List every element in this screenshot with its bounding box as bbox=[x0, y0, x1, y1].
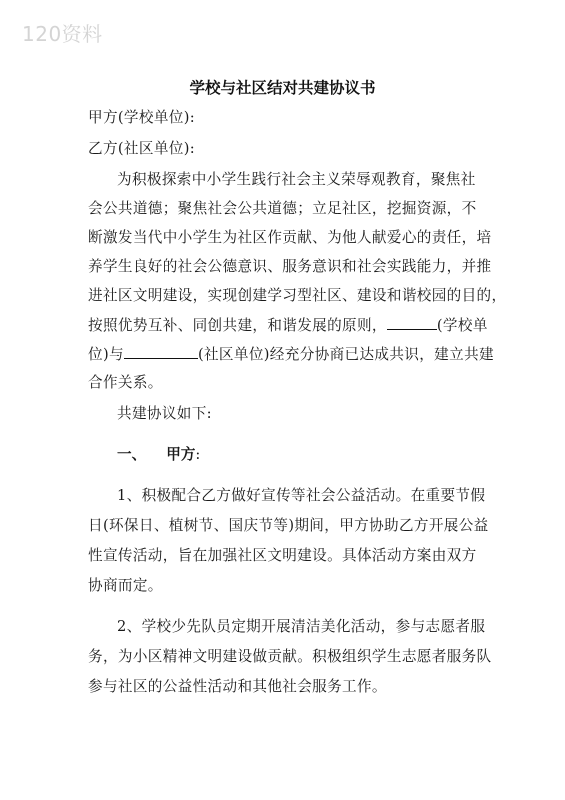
paragraph-line: 为积极探索中小学生践行社会主义荣辱观教育，聚焦社 bbox=[117, 171, 476, 188]
paragraph-line: 进社区文明建设，实现创建学习型社区、建设和谐校园的目的， bbox=[88, 287, 507, 304]
section-name: 甲方 bbox=[166, 446, 196, 463]
paragraph-line: 务，为小区精神文明建设做贡献。积极组织学生志愿者服务队 bbox=[88, 648, 492, 665]
party-b-label: 乙方(社区单位): bbox=[88, 140, 196, 157]
section-colon: : bbox=[195, 446, 201, 463]
paragraph-line: 合作关系。 bbox=[88, 374, 163, 391]
agreement-intro: 共建协议如下: bbox=[117, 405, 212, 422]
paragraph-line: 断激发当代中小学生为社区作贡献、为他人献爱心的责任，培 bbox=[88, 229, 492, 246]
school-name-blank bbox=[387, 315, 437, 330]
paragraph-line: 参与社区的公益性活动和其他社会服务工作。 bbox=[88, 678, 387, 695]
paragraph-line: 2、学校少先队员定期开展清洁美化活动，参与志愿者服 bbox=[117, 618, 486, 635]
paragraph-line: 1、积极配合乙方做好宣传等社会公益活动。在重要节假 bbox=[117, 487, 486, 504]
paragraph-text: (社区单位)经充分协商已达成共识，建立共建 bbox=[197, 346, 494, 363]
paragraph-text: 位)与 bbox=[88, 346, 124, 363]
paragraph-line: 会公共道德；聚焦社会公共道德；立足社区，挖掘资源，不 bbox=[88, 200, 477, 217]
paragraph-line: 养学生良好的社会公德意识、服务意识和社会实践能力，并推 bbox=[88, 258, 492, 275]
document-title: 学校与社区结对共建协议书 bbox=[189, 79, 376, 97]
paragraph-line bbox=[88, 315, 488, 336]
paragraph-line: 日(环保日、植树节、国庆节等)期间，甲方协助乙方开展公益 bbox=[88, 517, 489, 534]
community-name-blank bbox=[124, 344, 198, 359]
party-a-label: 甲方(学校单位): bbox=[88, 109, 196, 126]
paragraph-text: (学校单 bbox=[436, 317, 488, 334]
paragraph-line: 协商而定。 bbox=[88, 577, 163, 594]
paragraph-text: 按照优势互补、同创共建，和谐发展的原则， bbox=[88, 317, 387, 334]
paragraph-line: 性宣传活动，旨在加强社区文明建设。具体活动方案由双方 bbox=[88, 547, 477, 564]
section-heading bbox=[117, 445, 200, 465]
paragraph-line bbox=[88, 344, 494, 365]
section-number: 一、 bbox=[117, 446, 147, 463]
watermark-text: 120资料 bbox=[22, 22, 103, 46]
